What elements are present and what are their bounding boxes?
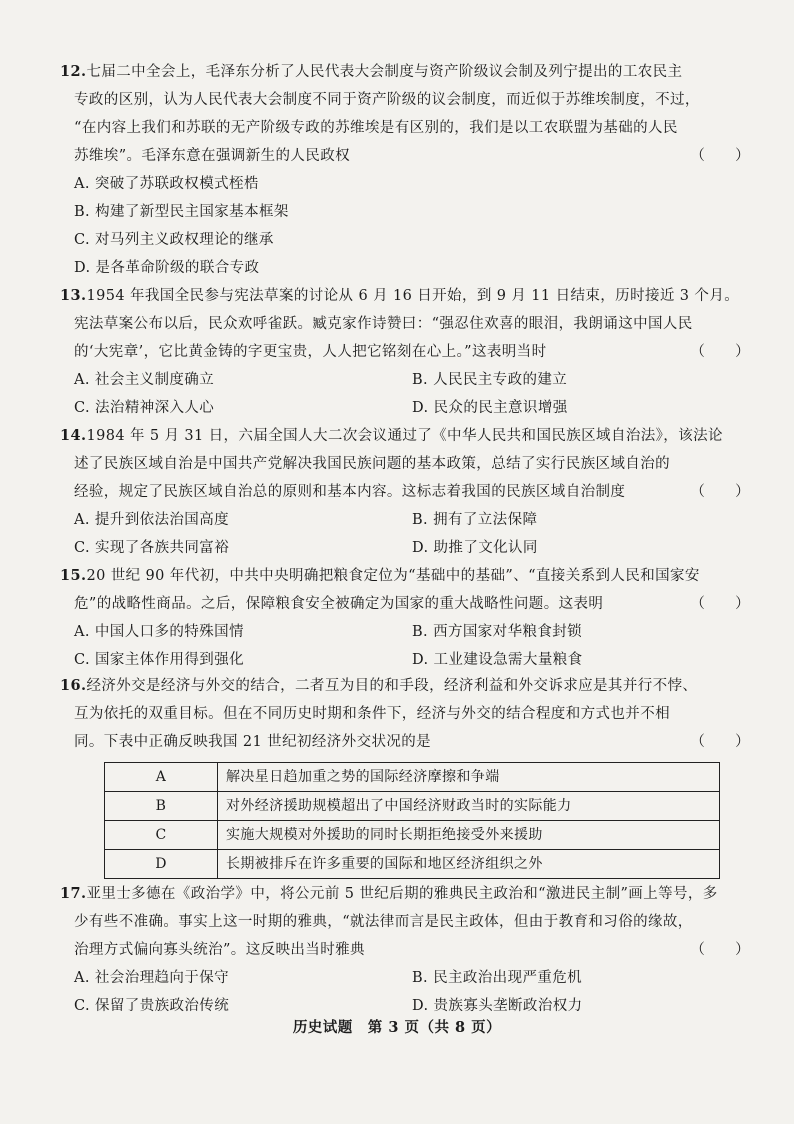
question-line: 经验，规定了民族区域自治总的原则和基本内容。这标志着我国的民族区域自治制度 （ ）: [60, 478, 750, 506]
options: [60, 506, 750, 562]
option-d: D. 助推了文化认同: [412, 540, 538, 556]
option-b: B. 民主政治出现严重危机: [412, 970, 583, 986]
option-key: D: [105, 850, 218, 879]
option-d: D. 民众的民主意识增强: [412, 400, 568, 416]
option-a: A. 突破了苏联政权模式桎梏: [74, 176, 259, 192]
option-text: 实施大规模对外援助的同时长期拒绝接受外来援助: [218, 821, 720, 850]
question-line: 苏维埃”。毛泽东意在强调新生的人民政权 （ ）: [60, 142, 750, 170]
option-a: A. 提升到依法治国高度: [74, 512, 229, 528]
option-c: C. 保留了贵族政治传统: [74, 998, 230, 1014]
option-c: C. 法治精神深入人心: [74, 400, 215, 416]
answer-bracket: （ ）: [690, 942, 750, 958]
option-text: 对外经济援助规模超出了中国经济财政当时的实际能力: [218, 792, 720, 821]
option-c: C. 国家主体作用得到强化: [74, 652, 244, 668]
option-text: 解决星日趋加重之势的国际经济摩擦和争端: [218, 763, 720, 792]
page-footer: 历史试题 第 3 页（共 8 页）: [292, 1019, 502, 1036]
question-number: 14.: [60, 427, 87, 444]
question-line: 专政的区别，认为人民代表大会制度不同于资产阶级的议会制度，而近似于苏维埃制度，不过，: [74, 92, 700, 108]
answer-bracket: （ ）: [690, 734, 750, 750]
option-c: C. 对马列主义政权理论的继承: [74, 232, 274, 248]
answer-bracket: （ ）: [690, 596, 750, 612]
options-table: [104, 762, 720, 879]
question-15: [60, 562, 750, 674]
question-number: 16.: [60, 677, 87, 694]
answer-bracket: （ ）: [690, 484, 750, 500]
answer-bracket: （ ）: [690, 344, 750, 360]
options: [60, 170, 750, 282]
table-row: [105, 763, 720, 792]
option-d: D. 工业建设急需大量粮食: [412, 652, 583, 668]
option-a: A. 社会治理趋向于保守: [74, 970, 229, 986]
option-key: A: [105, 763, 218, 792]
options: [60, 964, 750, 1020]
question-line: 危”的战略性商品。之后，保障粮食安全被确定为国家的重大战略性问题。这表明 （ ）: [60, 590, 750, 618]
question-line: “在内容上我们和苏联的无产阶级专政的苏维埃是有区别的，我们是以工农联盟为基础的人民: [74, 120, 678, 136]
question-line: 13.1954 年我国全民参与宪法草案的讨论从 6 月 16 日开始，到 9 月 11 日结束，历时接近 3 个月。: [60, 287, 740, 304]
question-line: 12.七届二中全会上，毛泽东分析了人民代表大会制度与资产阶级议会制及列宁提出的工农民主: [60, 63, 683, 80]
question-line: 同。下表中正确反映我国 21 世纪初经济外交状况的是 （ ）: [60, 728, 750, 756]
question-number: 13.: [60, 287, 87, 304]
question-line: 少有些不准确。事实上这一时期的雅典，“就法律而言是民主政体，但由于教育和习俗的缘故，: [74, 914, 693, 930]
option-c: C. 实现了各族共同富裕: [74, 540, 230, 556]
option-a: A. 中国人口多的特殊国情: [74, 624, 244, 640]
question-line: 宪法草案公布以后，民众欢呼雀跃。臧克家作诗赞曰：“强忍住欢喜的眼泪，我朗诵这中国人民: [74, 316, 693, 332]
question-12: [60, 58, 750, 282]
options: [60, 366, 750, 422]
answer-bracket: （ ）: [690, 148, 750, 164]
question-number: 15.: [60, 567, 87, 584]
option-key: B: [105, 792, 218, 821]
option-b: B. 西方国家对华粮食封锁: [412, 624, 583, 640]
option-key: C: [105, 821, 218, 850]
option-d: D. 是各革命阶级的联合专政: [74, 260, 260, 276]
option-b: B. 构建了新型民主国家基本框架: [74, 204, 289, 220]
option-b: B. 人民民主专政的建立: [412, 372, 568, 388]
table-row: [105, 821, 720, 850]
question-line: 16.经济外交是经济与外交的结合，二者互为目的和手段，经济利益和外交诉求应是其并行不悖、: [60, 677, 698, 694]
question-number: 17.: [60, 885, 87, 902]
question-line: 14.1984 年 5 月 31 日，六届全国人大二次会议通过了《中华人民共和国民族区域自治法》，该法论: [60, 427, 723, 444]
question-line: 治理方式偏向寡头统治”。这反映出当时雅典 （ ）: [60, 936, 750, 964]
question-13: [60, 282, 750, 422]
question-line: 互为依托的双重目标。但在不同历史时期和条件下，经济与外交的结合程度和方式也并不相: [74, 706, 670, 722]
option-a: A. 社会主义制度确立: [74, 372, 215, 388]
question-line: 17.亚里士多德在《政治学》中，将公元前 5 世纪后期的雅典民主政治和“激进民主制”画上等号，多: [60, 885, 718, 902]
table-row: [105, 792, 720, 821]
option-d: D. 贵族寡头垄断政治权力: [412, 998, 583, 1014]
option-b: B. 拥有了立法保障: [412, 512, 538, 528]
option-text: 长期被排斥在许多重要的国际和地区经济组织之外: [218, 850, 720, 879]
question-line: 的‘大宪章’，它比黄金铸的字更宝贵，人人把它铭刻在心上。”这表明当时 （ ）: [60, 338, 750, 366]
question-14: [60, 422, 750, 562]
options: [60, 618, 750, 674]
question-line: 述了民族区域自治是中国共产党解决我国民族问题的基本政策，总结了实行民族区域自治的: [74, 456, 670, 472]
question-line: 15.20 世纪 90 年代初，中共中央明确把粮食定位为“基础中的基础”、“直接关系到人民和国家安: [60, 567, 700, 584]
question-number: 12.: [60, 63, 87, 80]
table-row: [105, 850, 720, 879]
question-17: [60, 880, 750, 1020]
question-16: [60, 672, 750, 879]
